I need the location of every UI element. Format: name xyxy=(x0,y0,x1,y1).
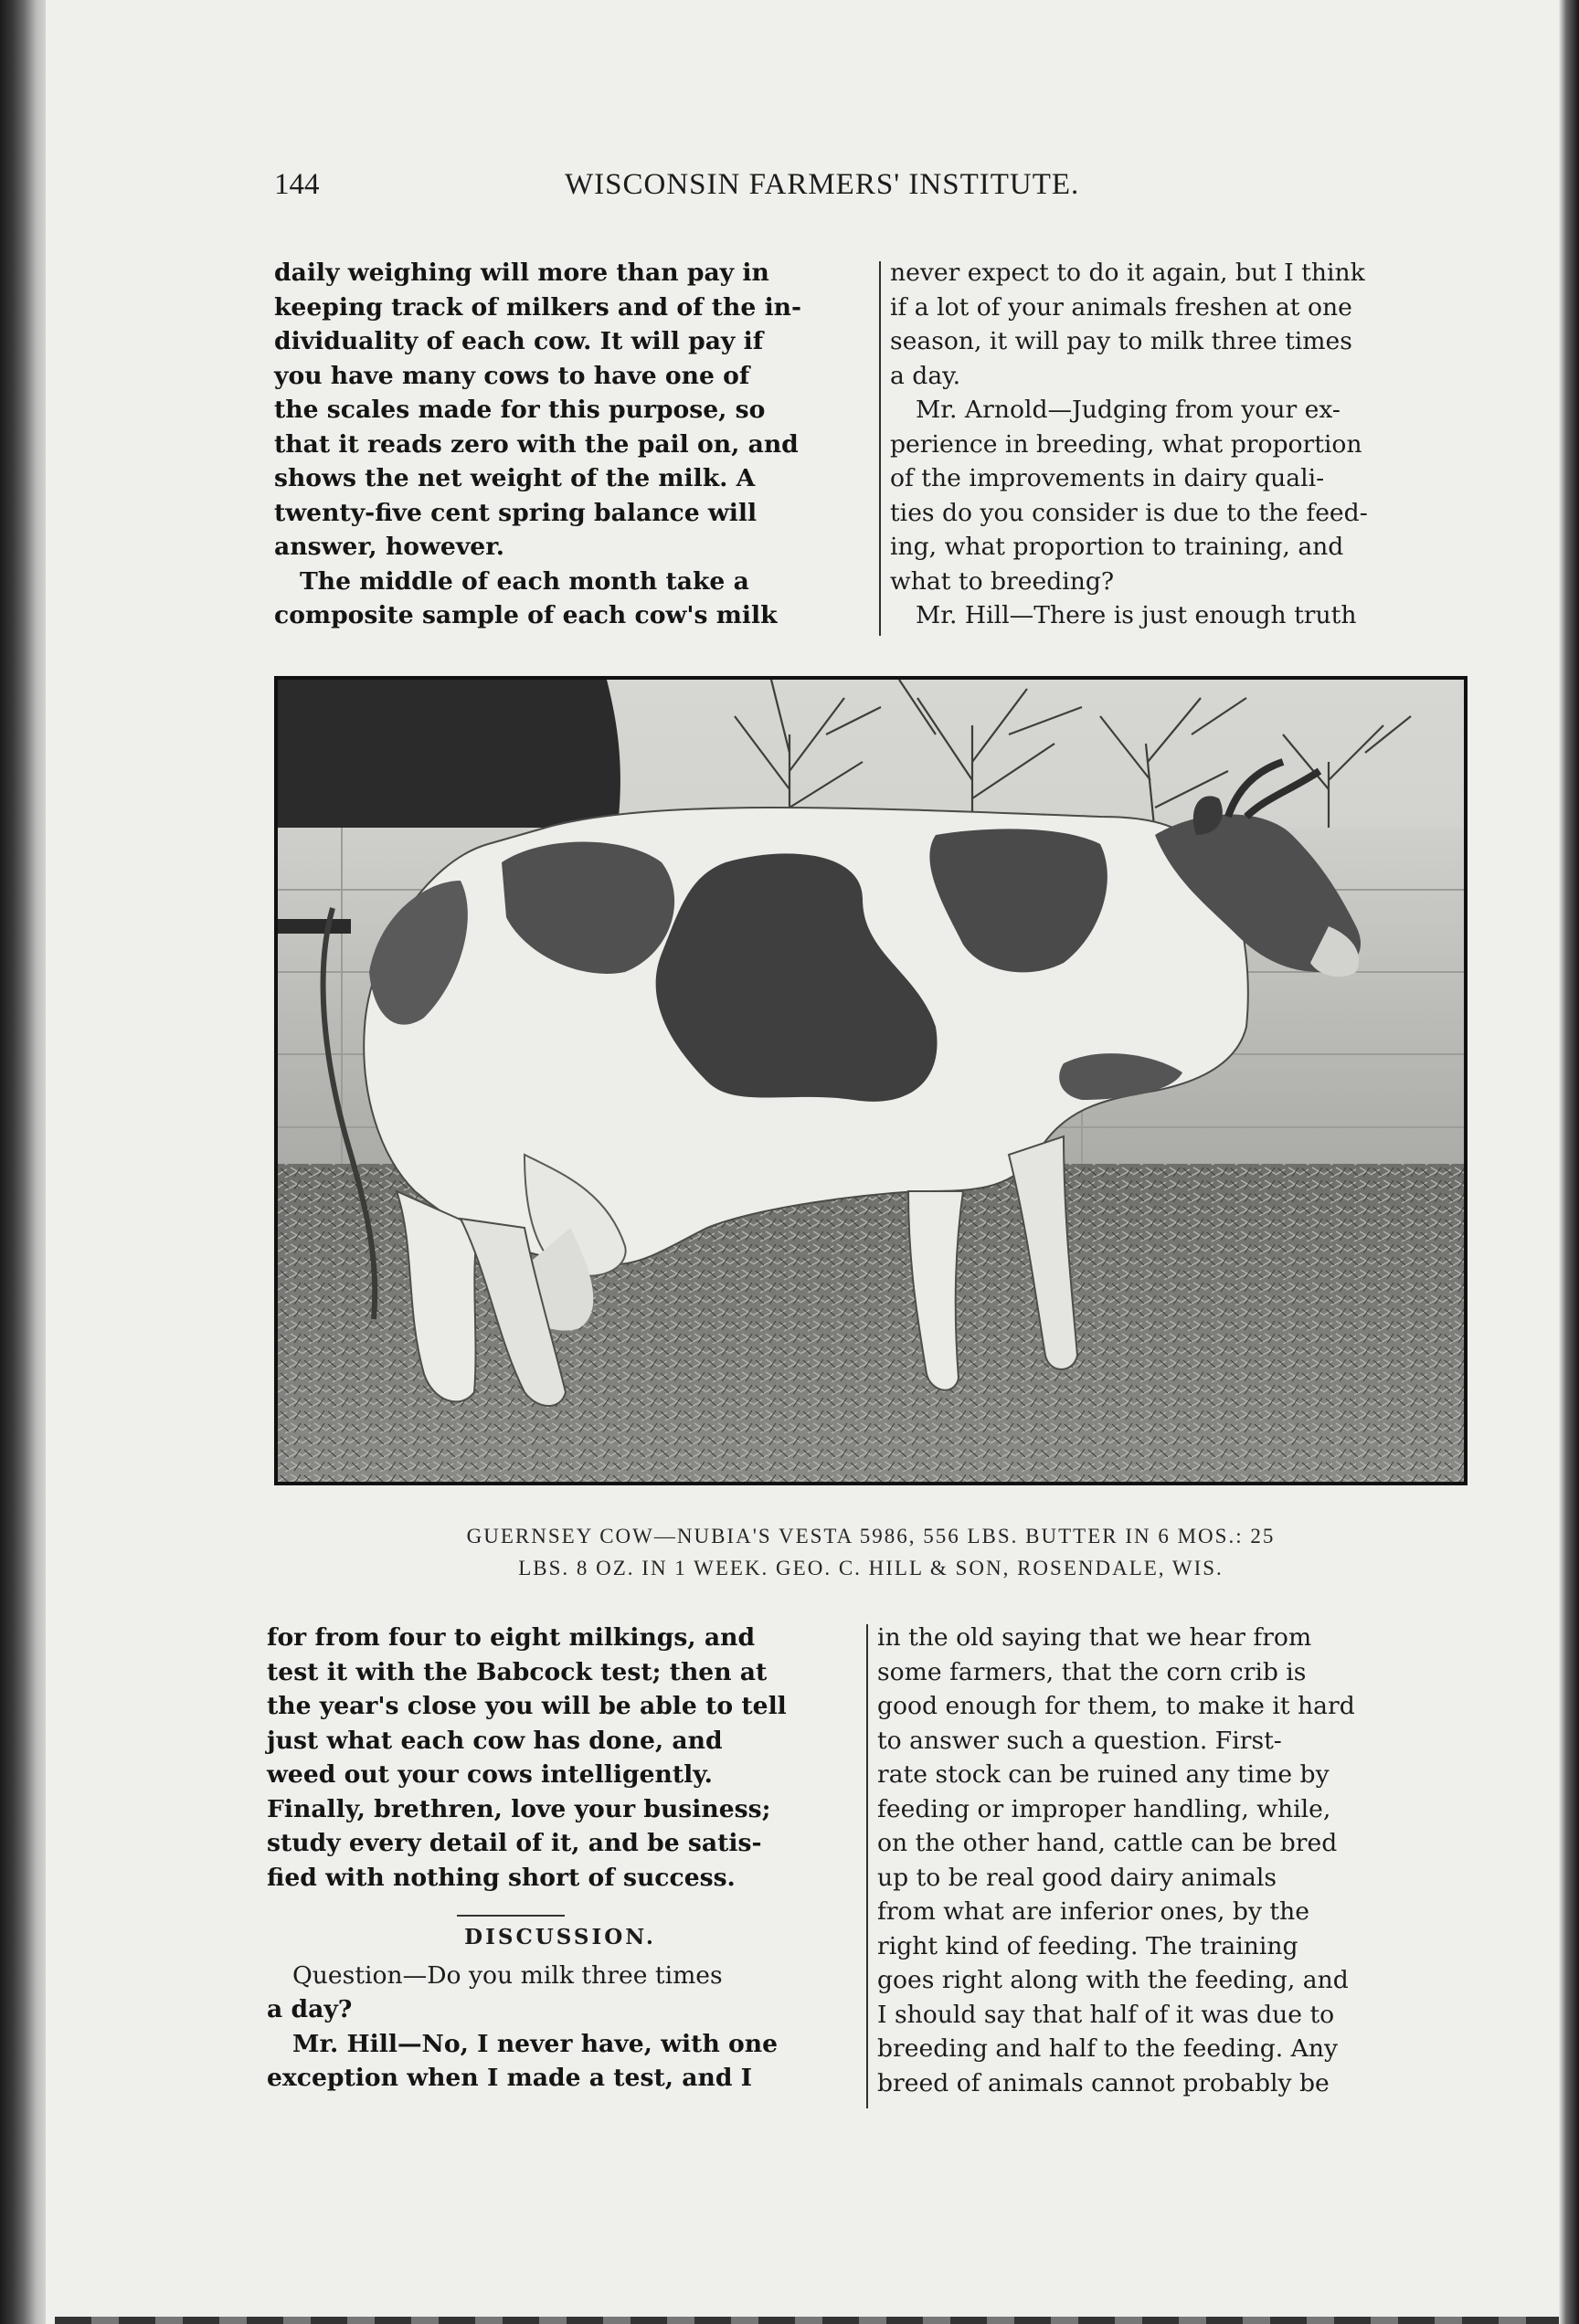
text-line: keeping track of milkers and of the in- xyxy=(274,292,802,322)
text-line: ing, what proportion to training, and xyxy=(890,533,1344,561)
text-line: a day? xyxy=(267,1995,353,2023)
paragraph xyxy=(267,1621,853,1895)
scan-bottom-edge xyxy=(55,2317,1559,2324)
text-line: the year's close you will be able to tell xyxy=(267,1692,787,1720)
text-line: in the old saying that we hear from xyxy=(877,1623,1312,1652)
text-line: shows the net weight of the milk. A xyxy=(274,464,756,492)
text-line: daily weighing will more than pay in xyxy=(274,259,769,287)
section-rule xyxy=(457,1915,565,1917)
text-line: right kind of feeding. The training xyxy=(877,1931,1298,1960)
text-line: up to be real good dairy animals xyxy=(877,1863,1277,1892)
text-line: from what are inferior ones, by the xyxy=(877,1897,1309,1926)
evergreen-tree xyxy=(278,680,620,835)
paragraph xyxy=(877,1621,1464,2100)
text-line: what to breeding? xyxy=(890,566,1115,596)
section-heading: DISCUSSION. xyxy=(464,1925,656,1949)
paragraph xyxy=(274,256,868,565)
text-line: exception when I made a test, and I xyxy=(267,2064,753,2092)
gate-hinge xyxy=(278,919,351,934)
paragraph xyxy=(890,393,1478,598)
text-line: composite sample of each cow's milk xyxy=(274,601,778,629)
paragraph xyxy=(267,2027,853,2096)
scan-right-edge xyxy=(1559,0,1579,2324)
text-line: feeding or improper handling, while, xyxy=(877,1794,1331,1823)
text-line: The middle of each month take a xyxy=(300,566,749,596)
text-line: goes right along with the feeding, and xyxy=(877,1966,1349,1994)
caption-line: LBS. 8 OZ. IN 1 WEEK. GEO. C. HILL & SON, ROSENDALE, WIS. xyxy=(518,1557,1224,1579)
top-left-column xyxy=(274,256,868,633)
text-line: breeding and half to the feeding. Any xyxy=(877,2034,1339,2063)
text-line: the scales made for this purpose, so xyxy=(274,396,766,424)
paragraph xyxy=(274,565,868,633)
text-line: Mr. Hill—There is just enough truth xyxy=(916,601,1357,629)
text-line: twenty-five cent spring balance will xyxy=(274,498,758,527)
cow-photograph xyxy=(274,676,1468,1485)
text-line: to answer such a question. First- xyxy=(877,1726,1282,1755)
text-line: Mr. Arnold—Judging from your ex- xyxy=(916,396,1341,424)
text-line: Mr. Hill—No, I never have, with one xyxy=(292,2029,779,2058)
text-line: that it reads zero with the pail on, and xyxy=(274,429,799,459)
column-rule xyxy=(866,1624,868,2108)
text-line: I should say that half of it was due to xyxy=(877,2000,1335,2029)
text-line: never expect to do it again, but I think xyxy=(890,259,1365,287)
running-title: WISCONSIN FARMERS' INSTITUTE. xyxy=(565,168,1080,201)
text-line: for from four to eight milkings, and xyxy=(267,1623,756,1652)
figure-caption xyxy=(274,1520,1468,1584)
text-line: study every detail of it, and be satis- xyxy=(267,1829,762,1857)
text-line: good enough for them, to make it hard xyxy=(877,1692,1355,1720)
text-line: season, it will pay to milk three times xyxy=(890,327,1352,355)
text-line: answer, however. xyxy=(274,533,505,561)
text-line: weed out your cows intelligently. xyxy=(267,1760,713,1789)
text-line: you have many cows to have one of xyxy=(274,361,750,390)
text-line: perience in breeding, what proportion xyxy=(890,429,1362,459)
text-line: of the improvements in dairy quali- xyxy=(890,464,1325,492)
bottom-left-column xyxy=(267,1621,853,2096)
cow-illustration xyxy=(278,680,1464,1482)
running-header xyxy=(274,168,1197,208)
text-line: ties do you consider is due to the feed- xyxy=(890,498,1368,527)
text-line: some farmers, that the corn crib is xyxy=(877,1657,1307,1686)
caption-line: GUERNSEY COW—NUBIA'S VESTA 5986, 556 LBS. BUTTER IN 6 MOS.: 25 xyxy=(466,1525,1276,1548)
top-right-column xyxy=(890,256,1478,633)
text-line: just what each cow has done, and xyxy=(267,1726,723,1755)
text-line: Question—Do you milk three times xyxy=(292,1960,723,1990)
text-line: rate stock can be ruined any time by xyxy=(877,1760,1330,1789)
bottom-right-column xyxy=(877,1621,1464,2100)
paragraph xyxy=(890,598,1478,633)
text-line: a day. xyxy=(890,361,961,390)
column-rule xyxy=(879,261,881,636)
text-line: if a lot of your animals freshen at one xyxy=(890,292,1352,322)
paragraph xyxy=(267,1959,853,2027)
text-line: on the other hand, cattle can be bred xyxy=(877,1829,1338,1857)
text-line: fied with nothing short of success. xyxy=(267,1863,736,1892)
paragraph xyxy=(890,256,1478,393)
text-line: Finally, brethren, love your business; xyxy=(267,1794,771,1823)
text-line: test it with the Babcock test; then at xyxy=(267,1657,768,1686)
text-line: breed of animals cannot probably be xyxy=(877,2068,1330,2097)
text-line: dividuality of each cow. It will pay if xyxy=(274,327,764,355)
page-number: 144 xyxy=(274,168,320,201)
